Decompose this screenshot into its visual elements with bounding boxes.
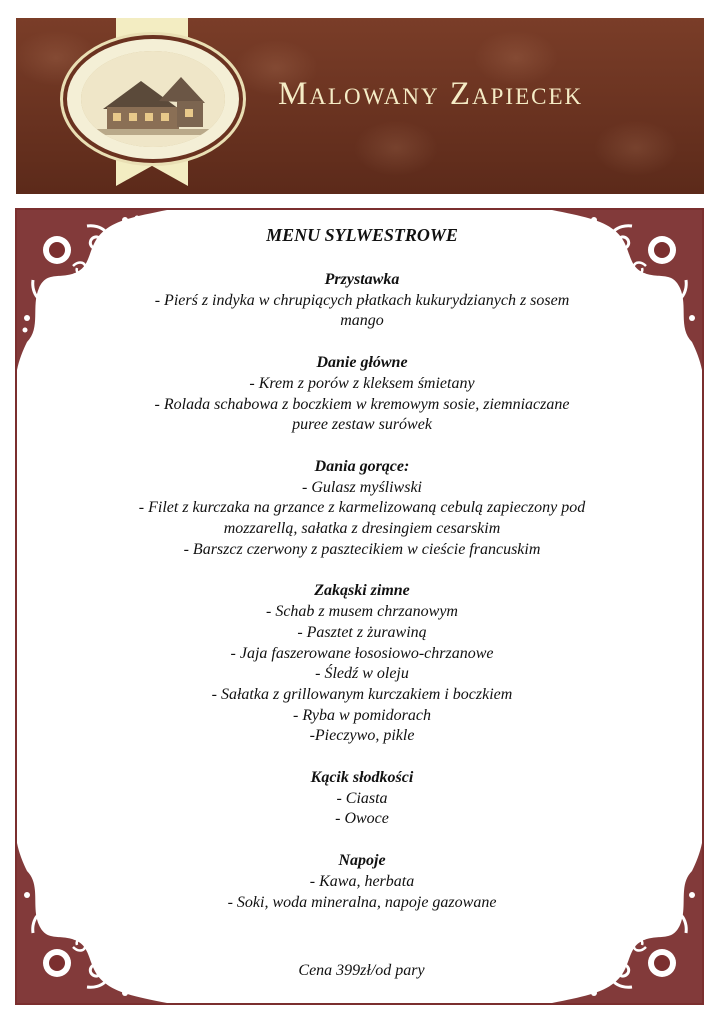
section-heading: Przystawka (324, 271, 400, 288)
brand-name: Malowany Zapiecek (278, 76, 584, 112)
menu-line: - Schab z musem chrzanowym (266, 603, 458, 621)
menu-line: puree zestaw surówek (292, 416, 432, 434)
menu-line: mozzarellą, sałatka z dresingiem cesarskim (223, 520, 501, 538)
menu-line: mango (340, 312, 384, 330)
menu-line: - Filet z kurczaka na grzance z karmelizowaną cebulą zapieczony pod (138, 499, 586, 517)
menu-content (77, 224, 647, 934)
menu-line: - Krem z porów z kleksem śmietany (249, 374, 475, 392)
menu-line: - Ryba w pomidorach (293, 706, 431, 724)
menu-line: - Ciasta (336, 789, 388, 807)
menu-line: - Soki, woda mineralna, napoje gazowane (227, 893, 497, 911)
menu-section (77, 457, 647, 561)
menu-section (77, 270, 647, 332)
restaurant-building-illustration (81, 51, 225, 147)
section-heading: Dania gorące: (314, 457, 410, 475)
menu-section (77, 768, 647, 830)
menu-section (77, 851, 647, 913)
menu-line: - Pierś z indyka w chrupiących płatkach kukurydzianych z sosem (154, 291, 570, 309)
header-banner (16, 18, 704, 194)
logo-medallion (67, 39, 239, 159)
menu-line: - Sałatka z grillowanym kurczakiem i boczkiem (211, 685, 513, 703)
section-heading: Danie główne (316, 354, 408, 372)
section-heading: Zakąski zimne (314, 582, 410, 600)
menu-line: - Barszcz czerwony z pasztecikiem w cieście francuskim (183, 540, 541, 558)
menu-line: - Owoce (335, 810, 389, 828)
section-heading: Napoje (338, 852, 386, 870)
menu-line: - Rolada schabowa z boczkiem w kremowym sosie, ziemniaczane (154, 395, 570, 413)
section-heading: Kącik słodkości (310, 769, 414, 787)
menu-line: - Śledź w oleju (315, 665, 409, 683)
menu-line: - Pasztet z żurawiną (297, 623, 427, 641)
menu-frame (15, 208, 704, 1005)
menu-line: - Jaja faszerowane łososiowo-chrzanowe (230, 644, 494, 662)
menu-section (77, 581, 647, 747)
price-text: Cena 399zł/od pary (298, 962, 425, 979)
menu-title: MENU SYLWESTROWE (266, 225, 458, 245)
menu-section (77, 353, 647, 436)
menu-line: -Pieczywo, pikle (309, 727, 415, 745)
menu-line: - Gulasz myśliwski (302, 478, 422, 496)
menu-line: - Kawa, herbata (309, 872, 415, 890)
